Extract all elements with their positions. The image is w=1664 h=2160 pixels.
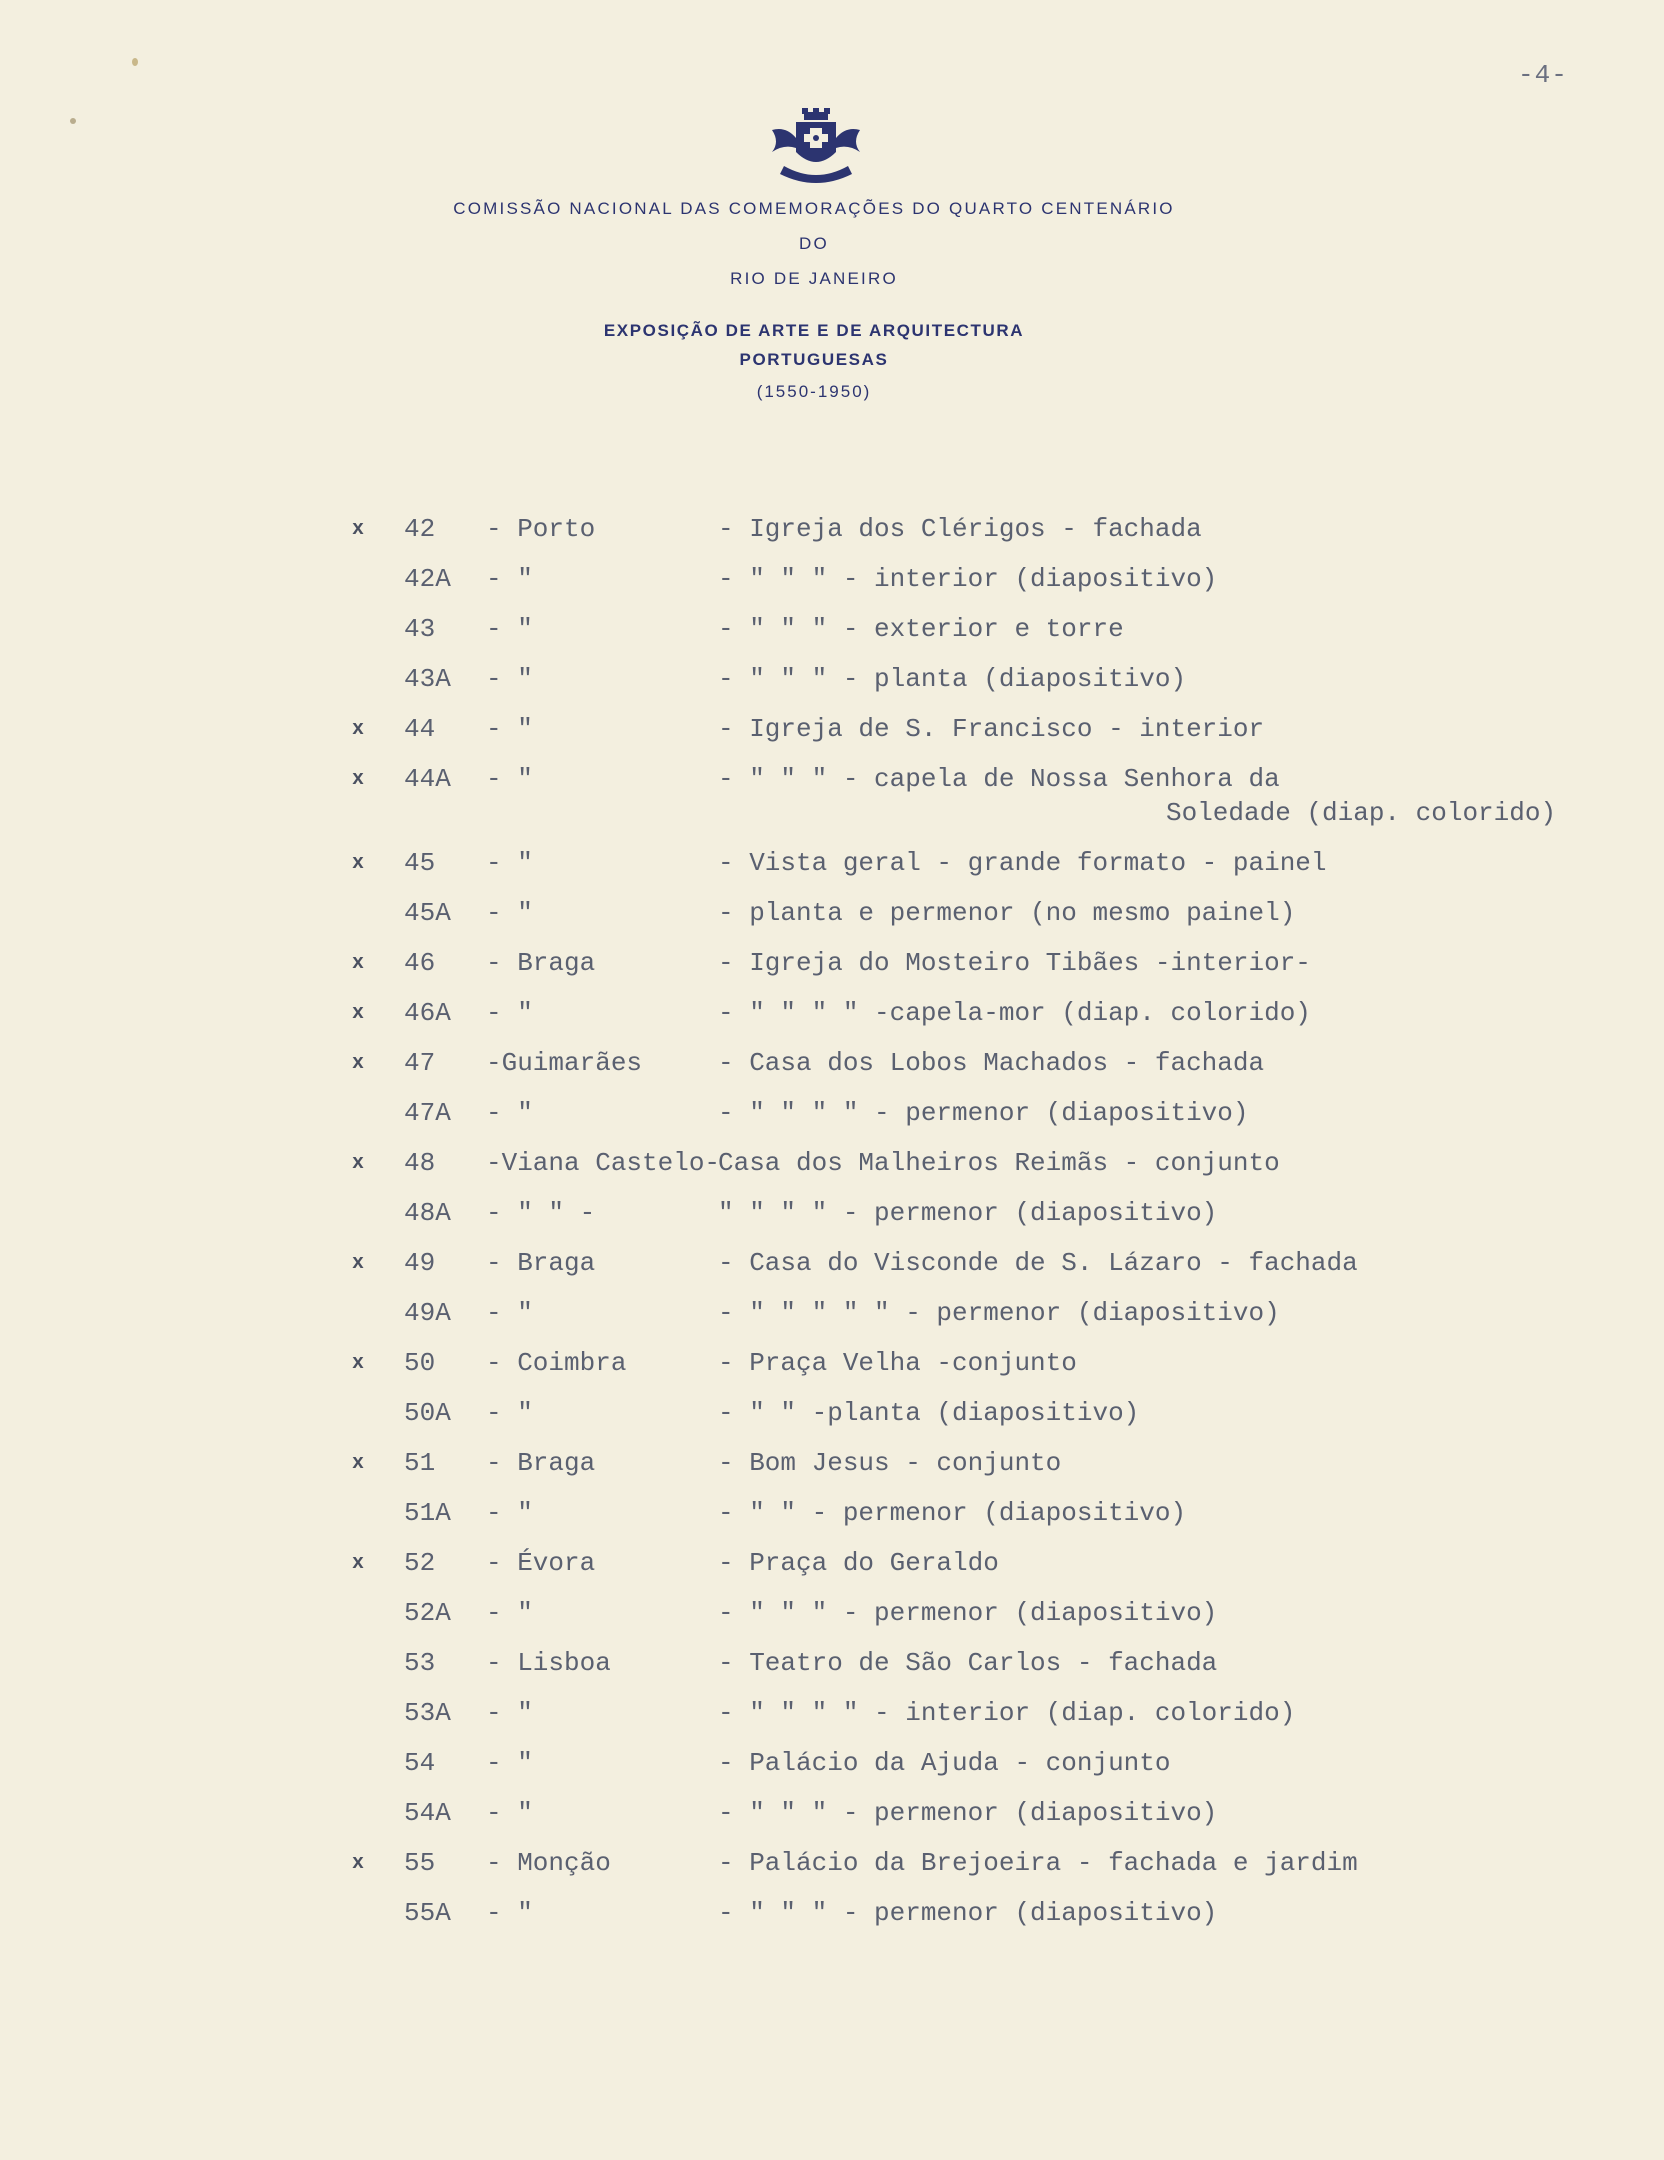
entry-number: 46 <box>404 948 436 978</box>
entry-description: - " " " " -capela-mor (diap. colorido) <box>718 998 1311 1028</box>
entry-number: 43 <box>404 614 436 644</box>
entry-description: - Praça Velha -conjunto <box>718 1348 1077 1378</box>
entry-description: - Igreja do Mosteiro Tibães -interior- <box>718 948 1311 978</box>
entry-place: - " <box>486 1798 533 1828</box>
entry-number: 49 <box>404 1248 436 1278</box>
entry-number: 43A <box>404 664 451 694</box>
entry-number: 44 <box>404 714 436 744</box>
entry-number: 45A <box>404 898 451 928</box>
entry-place: -Guimarães <box>486 1048 643 1078</box>
entry-number: 45 <box>404 848 436 878</box>
entry-number: 55 <box>404 1848 436 1878</box>
entry-place: - Coimbra <box>486 1348 627 1378</box>
selection-mark: x <box>352 718 365 741</box>
entry-number: 47 <box>404 1048 436 1078</box>
selection-mark: x <box>352 1552 365 1575</box>
entry-description: - Vista geral - grande formato - painel <box>718 848 1327 878</box>
entry-place: - Évora <box>486 1548 596 1578</box>
exhibition-title: PORTUGUESAS <box>739 350 889 369</box>
entry-number: 48 <box>404 1148 436 1178</box>
selection-mark: x <box>352 518 365 541</box>
entry-place: -Viana Castelo- <box>486 1148 721 1178</box>
selection-mark: x <box>352 1052 365 1075</box>
entry-place: - " <box>486 614 533 644</box>
entry-number: 52 <box>404 1548 436 1578</box>
selection-mark: x <box>352 952 365 975</box>
exhibition-dates: (1550-1950) <box>756 382 872 401</box>
entry-number: 46A <box>404 998 451 1028</box>
entry-description: - " " " - permenor (diapositivo) <box>718 1898 1218 1928</box>
selection-mark: x <box>352 1452 365 1475</box>
entry-place: - Lisboa <box>486 1648 611 1678</box>
selection-mark: x <box>352 1152 365 1175</box>
entry-description: - " " - permenor (diapositivo) <box>718 1498 1187 1528</box>
exhibition-title: EXPOSIÇÃO DE ARTE E DE ARQUITECTURA <box>603 321 1025 340</box>
entry-number: 44A <box>404 764 451 794</box>
entry-description: Casa dos Malheiros Reimãs - conjunto <box>718 1148 1280 1178</box>
entry-number: 52A <box>404 1598 451 1628</box>
letterhead-title: COMISSÃO NACIONAL DAS COMEMORAÇÕES DO QUARTO CENTENÁRIO <box>453 199 1175 218</box>
entry-place: - " <box>486 848 533 878</box>
entry-place: - " <box>486 664 533 694</box>
entry-description: - Igreja de S. Francisco - interior <box>718 714 1265 744</box>
entry-place: - " " - <box>486 1198 596 1228</box>
entry-description: - Casa dos Lobos Machados - fachada <box>718 1048 1265 1078</box>
entry-place: - " <box>486 1298 533 1328</box>
entry-number: 54 <box>404 1748 436 1778</box>
entry-description: - " " " - permenor (diapositivo) <box>718 1798 1218 1828</box>
selection-mark: x <box>352 768 365 791</box>
selection-mark: x <box>352 852 365 875</box>
entry-place: - Braga <box>486 948 596 978</box>
entry-description: - Palácio da Brejoeira - fachada e jardim <box>718 1848 1358 1878</box>
entry-place: - Monção <box>486 1848 611 1878</box>
letterhead-title: RIO DE JANEIRO <box>730 269 898 288</box>
entry-place: - " <box>486 714 533 744</box>
entry-description: - " " " - capela de Nossa Senhora da <box>718 764 1280 794</box>
entry-description: - " " " " " - permenor (diapositivo) <box>718 1298 1280 1328</box>
entry-description: - Casa do Visconde de S. Lázaro - fachada <box>718 1248 1358 1278</box>
entry-description: - Palácio da Ajuda - conjunto <box>718 1748 1171 1778</box>
entry-number: 42A <box>404 564 451 594</box>
entry-number: 49A <box>404 1298 451 1328</box>
entry-number: 51A <box>404 1498 451 1528</box>
entry-description: - planta e permenor (no mesmo painel) <box>718 898 1296 928</box>
entry-description: - " " " " - interior (diap. colorido) <box>718 1698 1296 1728</box>
entry-number: 53 <box>404 1648 436 1678</box>
entry-number: 50A <box>404 1398 451 1428</box>
entry-description: " " " " - permenor (diapositivo) <box>718 1198 1218 1228</box>
selection-mark: x <box>352 1252 365 1275</box>
entry-place: - " <box>486 764 533 794</box>
entry-number: 51 <box>404 1448 436 1478</box>
selection-mark: x <box>352 1002 365 1025</box>
entry-description: - " " " " - permenor (diapositivo) <box>718 1098 1249 1128</box>
entry-description: - Praça do Geraldo <box>718 1548 999 1578</box>
page-number: -4- <box>1518 60 1568 90</box>
entry-place: - " <box>486 1698 533 1728</box>
entry-description: - " " -planta (diapositivo) <box>718 1398 1140 1428</box>
entry-number: 55A <box>404 1898 451 1928</box>
selection-mark: x <box>352 1852 365 1875</box>
entry-description: - Bom Jesus - conjunto <box>718 1448 1062 1478</box>
entry-place: - " <box>486 1098 533 1128</box>
entry-place: - " <box>486 1748 533 1778</box>
entry-number: 50 <box>404 1348 436 1378</box>
entry-place: - " <box>486 1898 533 1928</box>
selection-mark: x <box>352 1352 365 1375</box>
entry-place: - Porto <box>486 514 596 544</box>
entry-place: - " <box>486 1598 533 1628</box>
entry-place: - " <box>486 1498 533 1528</box>
entry-place: - Braga <box>486 1448 596 1478</box>
entry-number: 42 <box>404 514 436 544</box>
entry-place: - " <box>486 564 533 594</box>
letterhead-title: DO <box>799 234 829 253</box>
entry-place: - " <box>486 1398 533 1428</box>
entry-number: 54A <box>404 1798 451 1828</box>
entry-place: - " <box>486 998 533 1028</box>
entry-number: 47A <box>404 1098 451 1128</box>
entry-description: - " " " - planta (diapositivo) <box>718 664 1187 694</box>
entry-number: 53A <box>404 1698 451 1728</box>
entry-description: - " " " - interior (diapositivo) <box>718 564 1218 594</box>
entry-description: - " " " - permenor (diapositivo) <box>718 1598 1218 1628</box>
entry-description: - Teatro de São Carlos - fachada <box>718 1648 1218 1678</box>
entry-place: - " <box>486 898 533 928</box>
entry-description: Soledade (diap. colorido) <box>1166 798 1557 828</box>
entry-description: - Igreja dos Clérigos - fachada <box>718 514 1202 544</box>
entry-place: - Braga <box>486 1248 596 1278</box>
entry-description: - " " " - exterior e torre <box>718 614 1124 644</box>
entry-number: 48A <box>404 1198 451 1228</box>
